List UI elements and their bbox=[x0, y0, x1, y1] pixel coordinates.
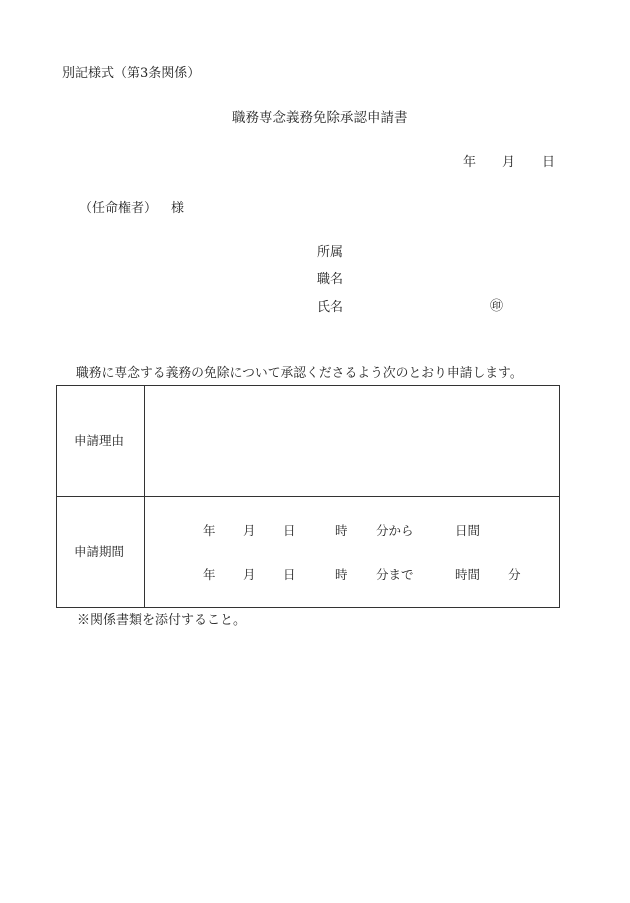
start-month-label: 月 bbox=[243, 523, 256, 538]
end-hour-label: 時 bbox=[335, 567, 348, 582]
end-month-label: 月 bbox=[243, 567, 256, 582]
table-divider-horizontal bbox=[57, 496, 559, 497]
start-hour-label: 時 bbox=[335, 523, 348, 538]
period-label: 申請期間 bbox=[74, 544, 125, 559]
start-year-label: 年 bbox=[203, 523, 216, 538]
duration-days-label: 日間 bbox=[455, 523, 481, 538]
duration-minutes-label: 分 bbox=[508, 567, 521, 582]
applicant-position-label: 職名 bbox=[317, 272, 344, 287]
seal-mark: ㊞ bbox=[490, 299, 504, 314]
reason-field[interactable] bbox=[145, 386, 559, 496]
applicant-affiliation-label: 所属 bbox=[317, 245, 344, 260]
end-day-label: 日 bbox=[283, 567, 296, 582]
date-day-label: 日 bbox=[542, 155, 556, 170]
applicant-name-label: 氏名 bbox=[317, 300, 344, 315]
start-day-label: 日 bbox=[283, 523, 296, 538]
attachment-note: ※関係書類を添付すること。 bbox=[77, 613, 247, 628]
addressee-name: （任命権者） bbox=[79, 201, 158, 216]
end-minute-label: 分まで bbox=[376, 567, 414, 582]
date-month-label: 月 bbox=[502, 155, 516, 170]
document-title: 職務専念義務免除承認申請書 bbox=[232, 110, 408, 126]
addressee-honorific: 様 bbox=[171, 201, 185, 216]
start-minute-label: 分から bbox=[376, 523, 414, 538]
intro-text: 職務に専念する義務の免除について承認くださるよう次のとおり申請します。 bbox=[76, 366, 523, 381]
reason-label: 申請理由 bbox=[74, 433, 125, 448]
form-label: 別記様式（第3条関係） bbox=[62, 66, 201, 81]
end-year-label: 年 bbox=[203, 567, 216, 582]
date-year-label: 年 bbox=[463, 155, 477, 170]
duration-hours-label: 時間 bbox=[455, 567, 481, 582]
application-table bbox=[56, 385, 560, 608]
